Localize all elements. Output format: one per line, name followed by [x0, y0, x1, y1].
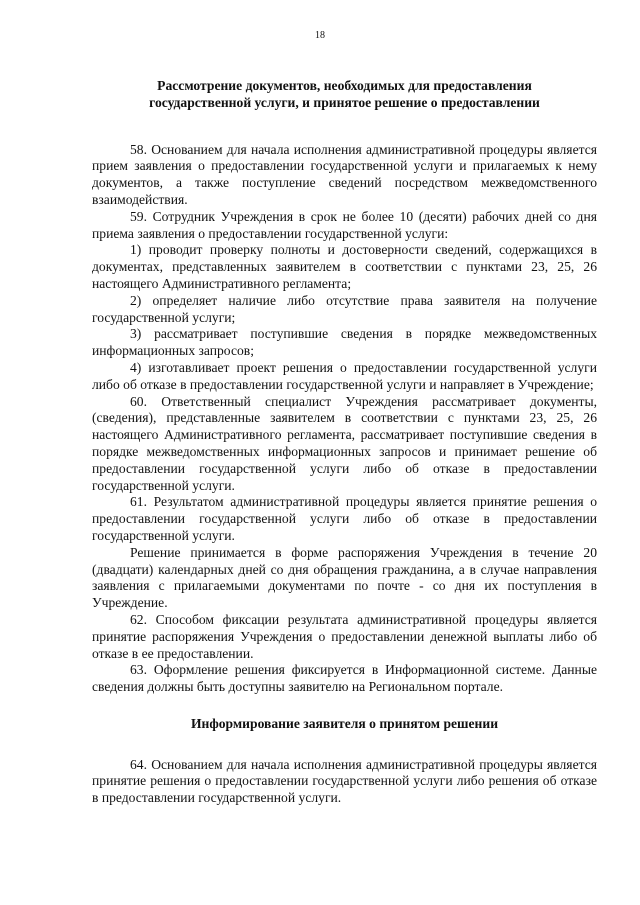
paragraph-59-item-3: 3) рассматривает поступившие сведения в порядке межведомственных информационных запросов; — [92, 326, 597, 359]
paragraph-64: 64. Основанием для начала исполнения административной процедуры является принятие решения о предоставлении государственной услуги либо решения об отказе в предоставлении государственной услуги. — [92, 756, 597, 806]
section-heading-line: государственной услуги, и принятое решение о предоставлении — [149, 94, 540, 110]
paragraph-61-decision: Решение принимается в форме распоряжения Учреждения в течение 20 (двадцати) календарных дней со дня обращения гражданина, а в случае направления заявления с прилагаемыми документами по почте - со дня их поступления в Учреждение. — [92, 544, 597, 611]
paragraph-61: 61. Результатом административной процедуры является принятие решения о предоставлении государственной услуги либо об отказе в предоставлении государственной услуги. — [92, 494, 597, 543]
paragraph-59: 59. Сотрудник Учреждения в срок не более 10 (десяти) рабочих дней со дня приема заявления о предоставлении государственной услуги: — [92, 208, 597, 241]
section-heading-inform: Информирование заявителя о принятом решении — [190, 715, 499, 731]
section-heading-review — [92, 78, 597, 112]
paragraph-60: 60. Ответственный специалист Учреждения рассматривает документы, (сведения), представленные заявителем в соответствии с пунктами 23, 25, 26 настоящего Административного регламента, рассматривает поступившие сведения в порядке межведомственных информационных запросов и принимает решение об предоставлении государственной услуги либо об отказе в предоставлении государственной услуги. — [92, 393, 597, 493]
section-heading-line: Рассмотрение документов, необходимых для предоставления — [157, 78, 532, 93]
paragraph-58: 58. Основанием для начала исполнения административной процедуры является прием заявления о предоставлении государственной услуги и прилагаемых к нему документов, а также поступление сведений посредством межведомственного взаимодействия. — [92, 141, 597, 207]
paragraph-59-item-4: 4) изготавливает проект решения о предоставлении государственной услуги либо об отказе в предоставлении государственной услуги и направляет в Учреждение; — [92, 359, 597, 392]
paragraph-62: 62. Способом фиксации результата административной процедуры является принятие распоряжения Учреждения о предоставлении денежной выплаты либо об отказе в ее предоставлении. — [92, 611, 597, 661]
paragraph-59-item-1: 1) проводит проверку полноты и достоверности сведений, содержащихся в документах, представленных заявителем в соответствии с пунктами 23, 25, 26 настоящего Административного регламента; — [92, 242, 597, 291]
page-content — [92, 78, 597, 807]
page-number: 18 — [315, 30, 325, 41]
paragraph-63: 63. Оформление решения фиксируется в Информационной системе. Данные сведения должны быть доступны заявителю на Региональном портале. — [92, 662, 597, 695]
paragraph-59-item-2: 2) определяет наличие либо отсутствие права заявителя на получение государственной услуги; — [92, 292, 597, 325]
